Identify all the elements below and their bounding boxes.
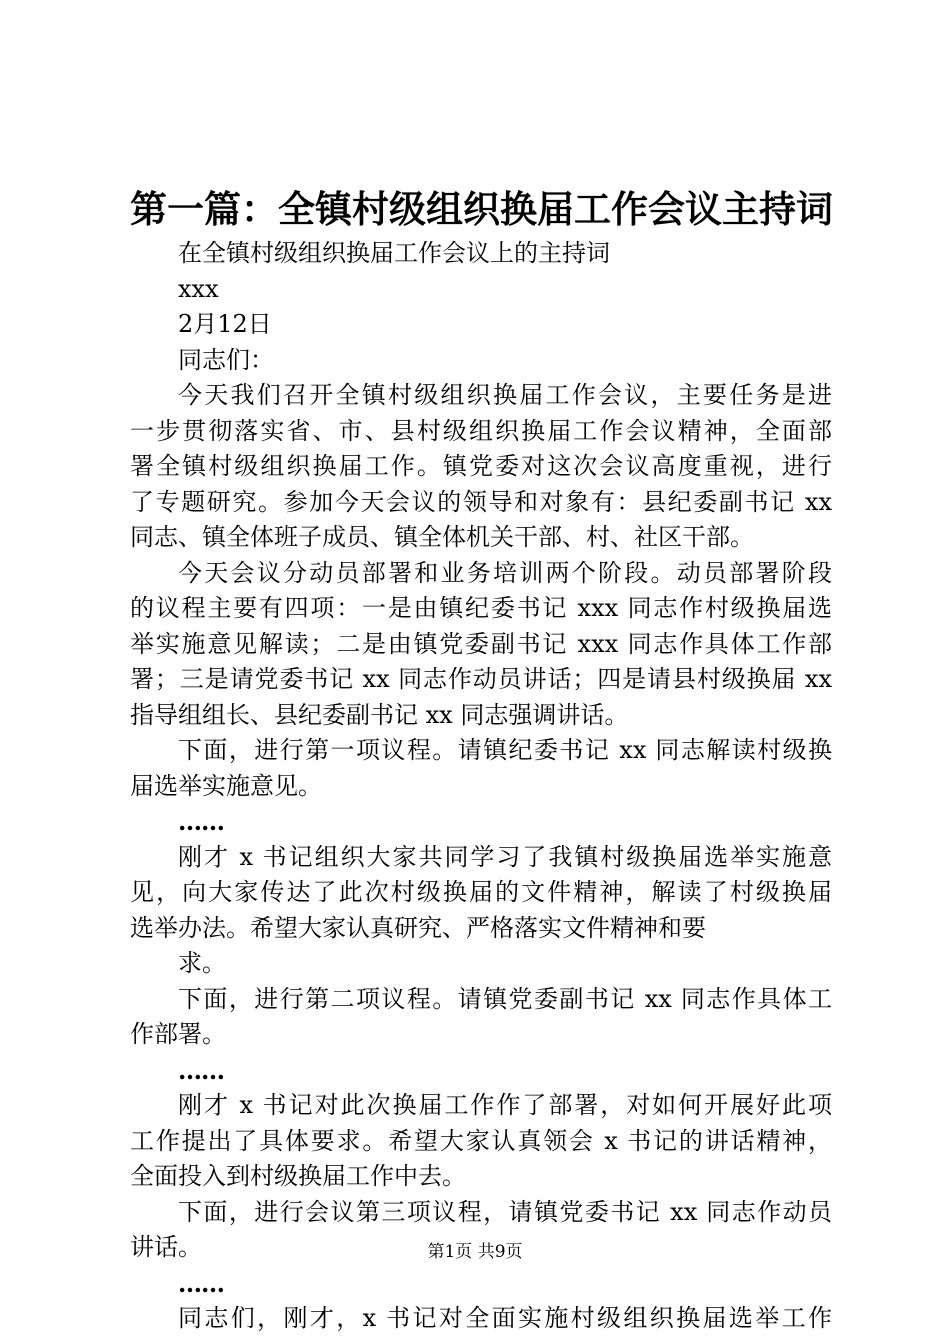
document-body [130, 236, 832, 1337]
text-line: 工作提出了具体要求。希望大家认真领会 x 书记的讲话精神， [130, 1126, 832, 1155]
text-line: 选举办法。希望大家认真研究、严格落实文件精神和要 [130, 913, 706, 942]
text-line: 下面，进行第二项议程。请镇党委副书记 xx 同志作具体工 [178, 984, 832, 1013]
ellipsis-line: …… [178, 1268, 224, 1298]
text-line: 届选举实施意见。 [130, 771, 322, 800]
text-line: 署；三是请党委书记 xx 同志作动员讲话；四是请县村级换届 xx [130, 665, 832, 693]
text-line: 在全镇村级组织换届工作会议上的主持词 [178, 239, 610, 267]
text-line: 同志们： [178, 345, 274, 374]
ellipsis-line: …… [178, 1055, 224, 1085]
ellipsis-line: …… [178, 807, 224, 836]
text-line: 今天我们召开全镇村级组织换届工作会议，主要任务是进 [178, 381, 832, 409]
text-line: 下面，进行会议第三项议程，请镇党委书记 xx 同志作动员 [178, 1197, 832, 1226]
text-line: 全面投入到村级换届工作中去。 [130, 1162, 466, 1190]
text-line: 下面，进行第一项议程。请镇纪委书记 xx 同志解读村级换 [178, 736, 832, 764]
text-line: 求。 [178, 949, 226, 977]
text-line: 署全镇村级组织换届工作。镇党委对这次会议高度重视，进行 [130, 452, 832, 480]
text-line: 讲话。 [130, 1233, 202, 1261]
text-line: 的议程主要有四项：一是由镇纪委书记 xxx 同志作村级换届选 [130, 594, 832, 622]
text-line: 刚才 x 书记对此次换届工作作了部署，对如何开展好此项 [178, 1091, 832, 1119]
text-line: 同志、镇全体班子成员、镇全体机关干部、村、社区干部。 [130, 523, 754, 551]
text-line: 2月12日 [178, 310, 272, 338]
document-title: 第一篇：全镇村级组织换届工作会议主持词 [130, 187, 833, 231]
text-line: 一步贯彻落实省、市、县村级组织换届工作会议精神，全面部 [130, 416, 832, 445]
text-line: 见，向大家传达了此次村级换届的文件精神，解读了村级换届 [130, 878, 832, 906]
text-line: 刚才 x 书记组织大家共同学习了我镇村级换届选举实施意 [178, 842, 832, 871]
page-footer: 第1页 共9页 [427, 1242, 523, 1262]
text-line: 同志们，刚才，x 书记对全面实施村级组织换届选举工作 [178, 1304, 832, 1332]
text-line: 了专题研究。参加今天会议的领导和对象有：县纪委副书记 xx [130, 487, 832, 516]
text-line: 指导组组长、县纪委副书记 xx 同志强调讲话。 [130, 700, 629, 729]
text-line: xxx [178, 274, 219, 303]
text-line: 今天会议分动员部署和业务培训两个阶段。动员部署阶段 [178, 558, 832, 587]
text-line: 举实施意见解读；二是由镇党委副书记 xxx 同志作具体工作部 [130, 629, 832, 658]
text-line: 作部署。 [130, 1020, 226, 1048]
